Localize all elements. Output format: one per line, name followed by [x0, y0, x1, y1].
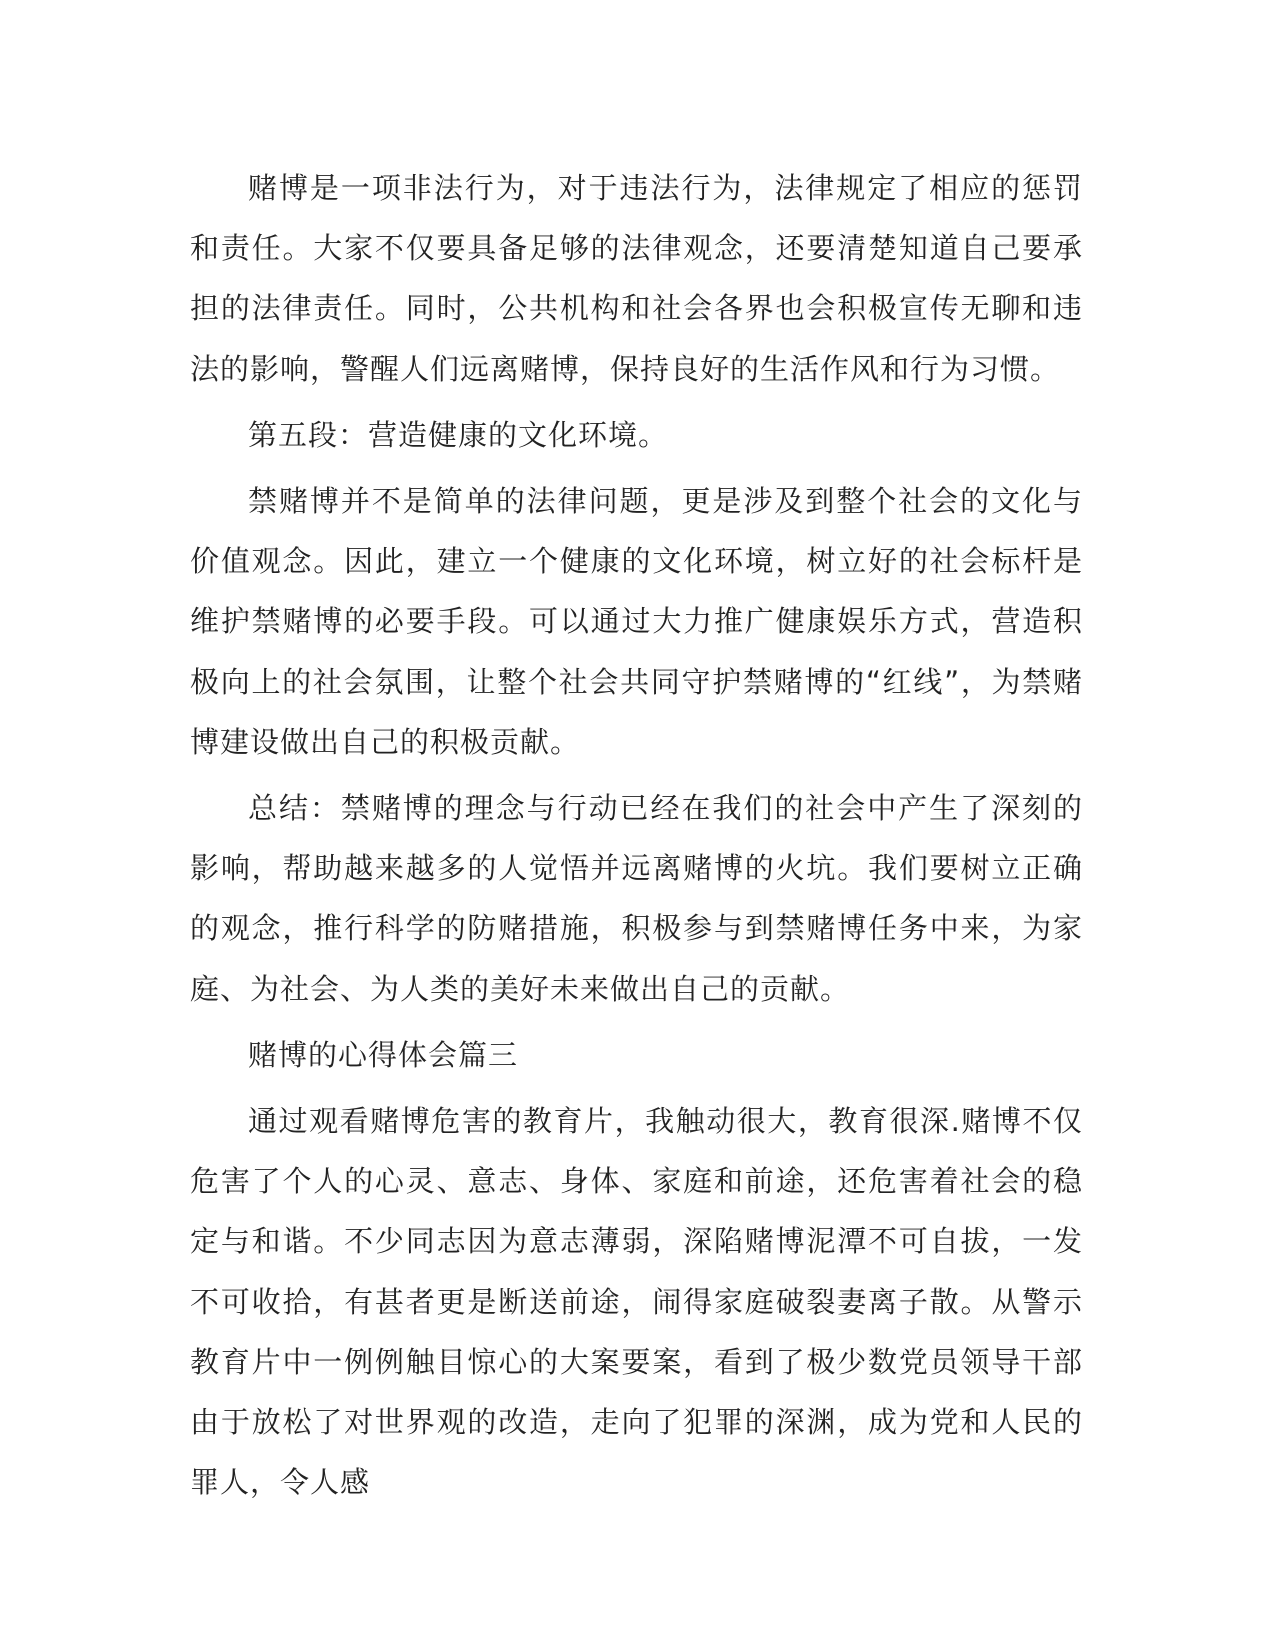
paragraph-cultural-environment: 禁赌博并不是简单的法律问题，更是涉及到整个社会的文化与价值观念。因此，建立一个健康的文化环境，树立好的社会标杆是维护禁赌博的必要手段。可以通过大力推广健康娱乐方式，营造积极向上的社会氛围，让整个社会共同守护禁赌博的“红线”，为禁赌博建设做出自己的积极贡献。: [190, 484, 1083, 759]
document-body: [190, 158, 1083, 1518]
paragraph-education-film: 通过观看赌博危害的教育片，我触动很大，教育很深.赌博不仅危害了个人的心灵、意志、身体、家庭和前途，还危害着社会的稳定与和谐。不少同志因为意志薄弱，深陷赌博泥潭不可自拔，一发不可收拾，有甚者更是断送前途，闹得家庭破裂妻离子散。从警示教育片中一例例触目惊心的大案要案，看到了极少数党员领导干部由于放松了对世界观的改造，走向了犯罪的深渊，成为党和人民的罪人，令人感: [190, 1104, 1083, 1500]
paragraph-legal-responsibility: 赌博是一项非法行为，对于违法行为，法律规定了相应的惩罚和责任。大家不仅要具备足够的法律观念，还要清楚知道自己要承担的法律责任。同时，公共机构和社会各界也会积极宣传无聊和违法的影响，警醒人们远离赌博，保持良好的生活作风和行为习惯。: [190, 171, 1083, 386]
paragraph-summary: 总结：禁赌博的理念与行动已经在我们的社会中产生了深刻的影响，帮助越来越多的人觉悟并远离赌博的火坑。我们要树立正确的观念，推行科学的防赌措施，积极参与到禁赌博任务中来，为家庭、为社会、为人类的美好未来做出自己的贡献。: [190, 791, 1083, 1006]
section-heading-fifth: 第五段：营造健康的文化环境。: [248, 417, 669, 452]
article-heading-part-three: 赌博的心得体会篇三: [248, 1037, 519, 1072]
